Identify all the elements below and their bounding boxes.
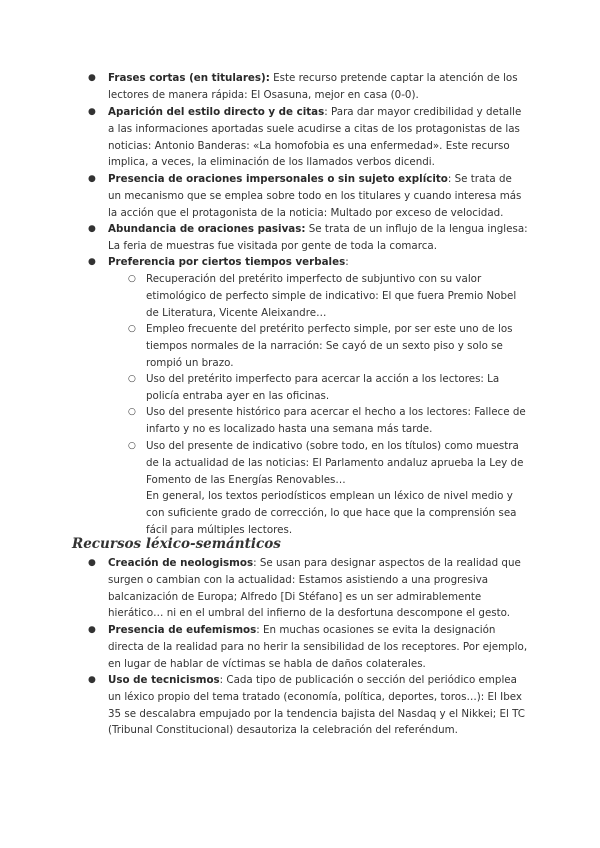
bullet-icon: ● <box>88 174 96 184</box>
list-item-text <box>108 622 528 672</box>
bullet-icon: ● <box>88 625 96 635</box>
item-term: Presencia de eufemismos <box>108 624 257 636</box>
sublist-item-text: Uso del presente histórico para acercar el hecho a los lectores: Fallece de infarto y no es localizado hasta una semana más tarde. <box>146 406 526 435</box>
item-description: : Se trata de un mecanismo que se emplea sobre todo en los titulares y cuando interesa más la acción que el protagonista de la noticia: Multado por exceso de velocidad. <box>108 173 522 219</box>
item-description: : En muchas ocasiones se evita la designación directa de la realidad para no herir la sensibilidad de los receptores. Por ejemplo, en lugar de hablar de víctimas se habla de daños colaterales. <box>108 624 528 670</box>
bullet-icon: ● <box>88 558 96 568</box>
item-description: : Para dar mayor credibilidad y detalle a las informaciones aportadas suele acudirse a citas de los protagonistas de las noticias: Antonio Banderas: «La homofobia es una enfermedad». Este recurso implica, a veces, la eliminación de los llamados verbos dicendi. <box>108 106 522 169</box>
bullet-icon: ● <box>88 224 96 234</box>
circle-bullet-icon: ○ <box>128 274 136 284</box>
item-description: : Cada tipo de publicación o sección del periódico emplea un léxico propio del tema tratado (economía, política, deportes, toros…): El Ibex 35 se descalabra empujado por la tendencia bajista del Nasdaq y el Nikkei; El TC (Tribunal Constitucional) desautoriza la celebración del referéndum. <box>108 674 525 737</box>
bullet-icon: ● <box>88 107 96 117</box>
sublist-item-text: Recuperación del pretérito imperfecto de subjuntivo con su valor etimológico de perfecto simple de indicativo: El que fuera Premio Nobel de Literatura, Vicente Aleixandre… <box>146 273 517 319</box>
item-term: Uso de tecnicismos <box>108 674 220 686</box>
sublist-item-text: Empleo frecuente del pretérito perfecto simple, por ser este uno de los tiempos normales de la narración: Se cayó de un sexto piso y solo se rompió un brazo. <box>146 323 513 369</box>
list-item-text <box>108 70 528 104</box>
sublist-item-text: Uso del presente de indicativo (sobre todo, en los títulos) como muestra de la actualidad de las noticias: El Parlamento andaluz aprueba la Ley de Fomento de las Energías Renovables… <box>146 440 524 486</box>
item-description: : Se usan para designar aspectos de la realidad que surgen o cambian con la actualidad: Estamos asistiendo a una progresiva balcanización de Europa; Alfredo [Di Stéfano] es un ser admirablemente hierático… ni en el umbral del infierno de la desfortuna descompone el gesto. <box>108 557 521 620</box>
item-term: Presencia de oraciones impersonales o sin sujeto explícito <box>108 173 448 185</box>
list-item-text <box>108 254 528 271</box>
item-term: Frases cortas (en titulares): <box>108 72 270 84</box>
item-description: Se trata de un influjo de la lengua inglesa: La feria de muestras fue visitada por gente de toda la comarca. <box>108 223 528 252</box>
item-term: Creación de neologismos <box>108 557 254 569</box>
bullet-icon: ● <box>88 675 96 685</box>
circle-bullet-icon: ○ <box>128 324 136 334</box>
item-description: : <box>345 256 349 268</box>
list-item-text <box>108 171 528 221</box>
list-item-text <box>108 221 528 255</box>
bullet-icon: ● <box>88 257 96 267</box>
list-item-text <box>108 104 528 171</box>
general-note: En general, los textos periodísticos emplean un léxico de nivel medio y con suficiente grado de corrección, lo que hace que la comprensión sea fácil para múltiples lectores. <box>146 490 517 536</box>
item-term: Abundancia de oraciones pasivas: <box>108 223 306 235</box>
item-description: Este recurso pretende captar la atención de los lectores de manera rápida: El Osasuna, mejor en casa (0-0). <box>108 72 518 101</box>
circle-bullet-icon: ○ <box>128 374 136 384</box>
bullet-icon: ● <box>88 73 96 83</box>
list-item-text <box>108 555 528 622</box>
circle-bullet-icon: ○ <box>128 407 136 417</box>
item-term: Preferencia por ciertos tiempos verbales <box>108 256 346 268</box>
circle-bullet-icon: ○ <box>128 441 136 451</box>
list-item-text <box>108 672 528 739</box>
item-term: Aparición del estilo directo y de citas <box>108 106 325 118</box>
sublist-item-text: Uso del pretérito imperfecto para acercar la acción a los lectores: La policía entraba ayer en las oficinas. <box>146 373 500 402</box>
section-heading: Recursos léxico-semánticos <box>72 536 281 552</box>
